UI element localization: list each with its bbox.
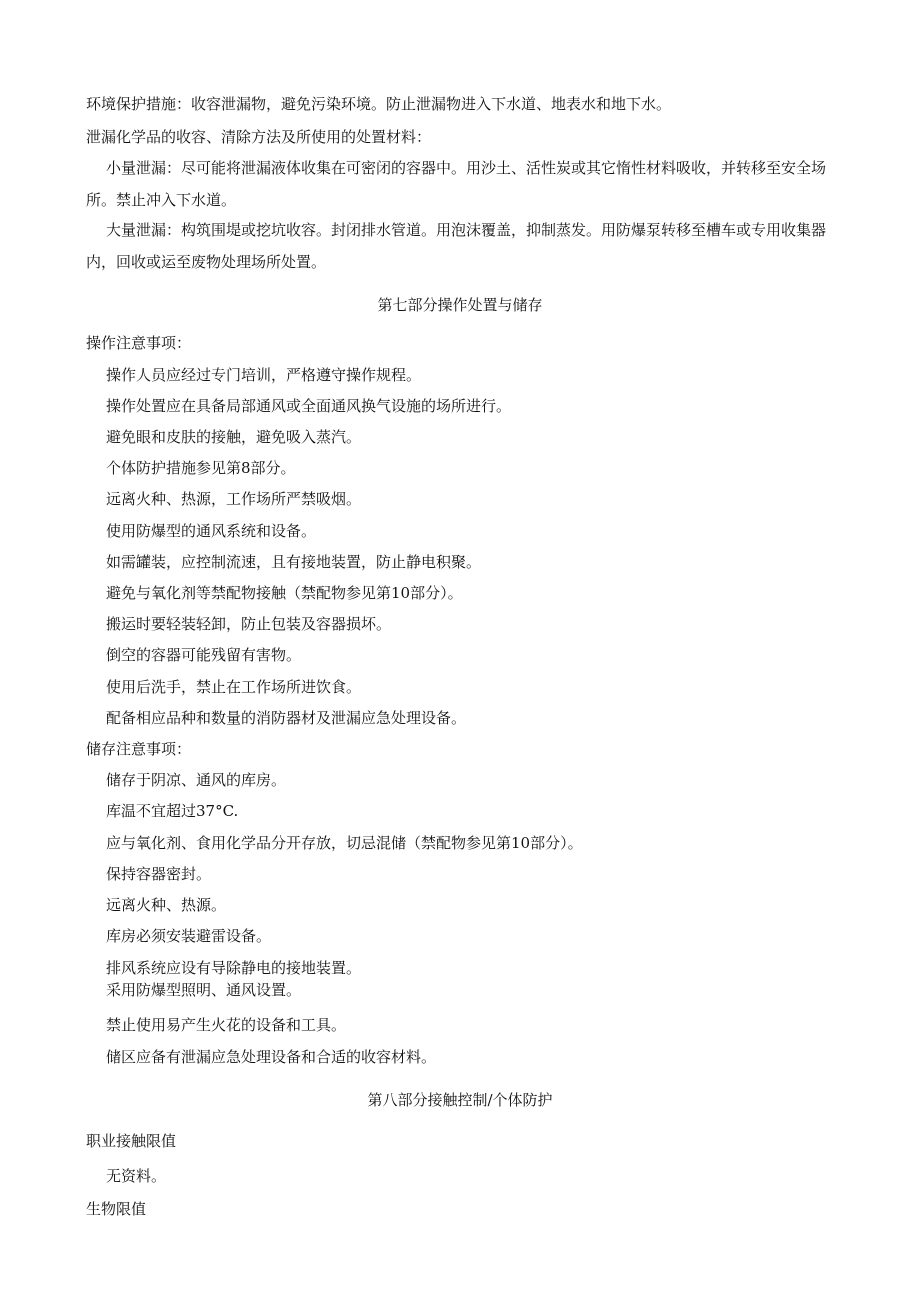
storage-item: 保持容器密封。 <box>106 865 212 883</box>
env-protection-text: 环境保护措施：收容泄漏物，避免污染环境。防止泄漏物进入下水道、地表水和地下水。 <box>86 95 672 113</box>
handling-item: 使用防爆型的通风系统和设备。 <box>106 522 317 540</box>
handling-item: 操作人员应经过专门培训，严格遵守操作规程。 <box>106 366 422 384</box>
storage-item: 储区应备有泄漏应急处理设备和合适的收容材料。 <box>106 1048 437 1066</box>
handling-item: 远离火种、热源，工作场所严禁吸烟。 <box>106 490 362 508</box>
occupational-limit-header: 职业接触限值 <box>86 1132 177 1150</box>
handling-item: 个体防护措施参见第8部分。 <box>106 459 296 477</box>
handling-item: 搬运时要轻装轻卸，防止包装及容器损坏。 <box>106 615 392 633</box>
handling-item: 倒空的容器可能残留有害物。 <box>106 646 302 664</box>
storage-item: 远离火种、热源。 <box>106 896 227 914</box>
storage-item: 应与氧化剂、食用化学品分开存放，切忌混储（禁配物参见第10部分）。 <box>106 834 583 852</box>
handling-item: 避免与氧化剂等禁配物接触（禁配物参见第10部分）。 <box>106 584 463 602</box>
section8-title: 第八部分接触控制/个体防护 <box>367 1091 553 1109</box>
small-spill-text: 小量泄漏：尽可能将泄漏液体收集在可密闭的容器中。用沙土、活性炭或其它惰性材料吸收，并转移至安全场所。禁止冲入下水道。 <box>86 159 827 209</box>
handling-item: 使用后洗手，禁止在工作场所进饮食。 <box>106 678 362 696</box>
storage-item: 排风系统应设有导除静电的接地装置。 <box>106 959 362 977</box>
handling-item: 操作处置应在具备局部通风或全面通风换气设施的场所进行。 <box>106 397 512 415</box>
section7-title: 第七部分操作处置与储存 <box>377 296 543 314</box>
handling-header: 操作注意事项： <box>86 334 192 352</box>
storage-item: 库温不宜超过37°C. <box>106 802 239 820</box>
large-spill-text: 大量泄漏：构筑围堤或挖坑收容。封闭排水管道。用泡沫覆盖，抑制蒸发。用防爆泵转移至槽车或专用收集器内，回收或运至废物处理场所处置。 <box>86 221 827 271</box>
storage-header: 储存注意事项： <box>86 740 192 758</box>
storage-item: 禁止使用易产生火花的设备和工具。 <box>106 1016 347 1034</box>
handling-item: 避免眼和皮肤的接触，避免吸入蒸汽。 <box>106 428 362 446</box>
storage-item: 储存于阴凉、通风的库房。 <box>106 771 287 789</box>
biological-limit-header: 生物限值 <box>86 1200 147 1218</box>
cleanup-header: 泄漏化学品的收容、清除方法及所使用的处置材料： <box>86 128 432 146</box>
storage-item: 库房必须安装避雷设备。 <box>106 927 272 945</box>
handling-item: 配备相应品种和数量的消防器材及泄漏应急处理设备。 <box>106 709 467 727</box>
storage-item: 采用防爆型照明、通风设置。 <box>106 981 302 999</box>
handling-item: 如需罐装，应控制流速，且有接地装置，防止静电积聚。 <box>106 553 482 571</box>
occupational-limit-value: 无资料。 <box>106 1167 167 1185</box>
